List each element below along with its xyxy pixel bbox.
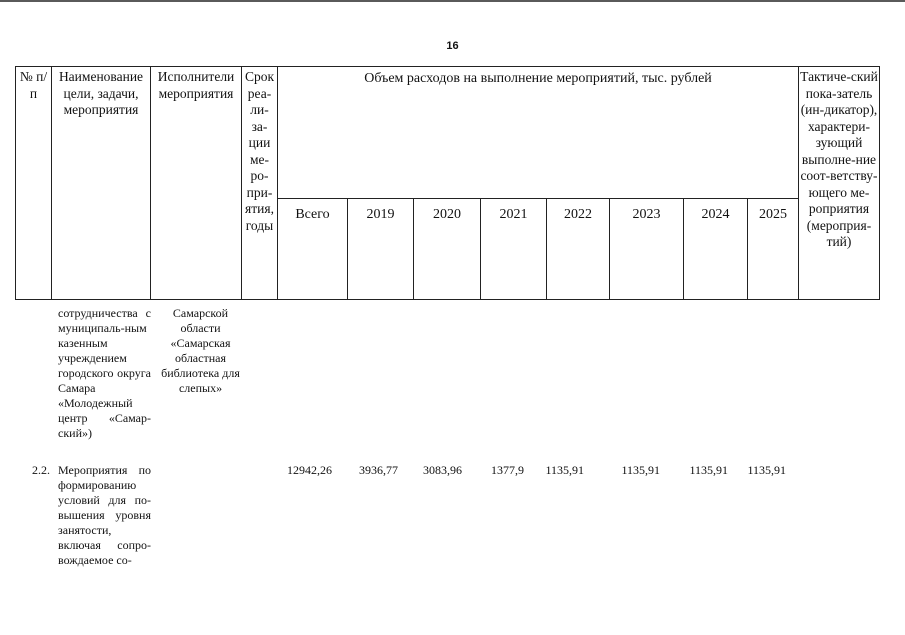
header-name: Наименование цели, задачи, мероприятия <box>52 67 151 300</box>
header-year-2019: 2019 <box>348 199 414 300</box>
header-term: Срок реа-ли-за-ции ме-ро-при-ятия, годы <box>242 67 278 300</box>
header-year-2025: 2025 <box>748 199 799 300</box>
value-2023: 1135,91 <box>621 463 660 477</box>
header-num: № п/п <box>16 67 52 300</box>
header-year-2022: 2022 <box>547 199 610 300</box>
value-2021: 1377,9 <box>491 463 524 477</box>
header-executors: Исполнители мероприятия <box>151 67 242 300</box>
header-year-2020: 2020 <box>414 199 481 300</box>
header-year-2023: 2023 <box>610 199 684 300</box>
header-year-2024: 2024 <box>684 199 748 300</box>
value-2019: 3936,77 <box>359 463 398 477</box>
value-total: 12942,26 <box>287 463 332 477</box>
value-2024: 1135,91 <box>689 463 728 477</box>
header-table <box>15 66 880 300</box>
value-2020: 3083,96 <box>423 463 462 477</box>
header-year-2021: 2021 <box>481 199 547 300</box>
page-number: 16 <box>446 40 459 52</box>
row-name: Мероприятия по формированию условий для по-вышения уровня занятости, включая сопро-вождаемое со- <box>58 463 151 567</box>
header-budget: Объем расходов на выполнение мероприятий, тыс. рублей <box>278 67 799 199</box>
value-2022: 1135,91 <box>545 463 584 477</box>
top-rule <box>0 0 905 2</box>
header-indicator: Тактиче-ский пока-затель (ин-дикатор), характери-зующий выполне-ние соот-ветству-ющего ме-роприятия (мероприя-тий) <box>799 67 880 300</box>
continuation-purpose: сотрудничества с муниципаль-ным казенным учреждением городского округа Самара «Молодежный центр «Самар-ский») <box>58 306 151 440</box>
continuation-executor: Самарской области «Самарская областная библиотека для слепых» <box>161 306 240 395</box>
value-2025: 1135,91 <box>747 463 786 477</box>
row-number: 2.2. <box>32 463 50 477</box>
header-year-total: Всего <box>278 199 348 300</box>
